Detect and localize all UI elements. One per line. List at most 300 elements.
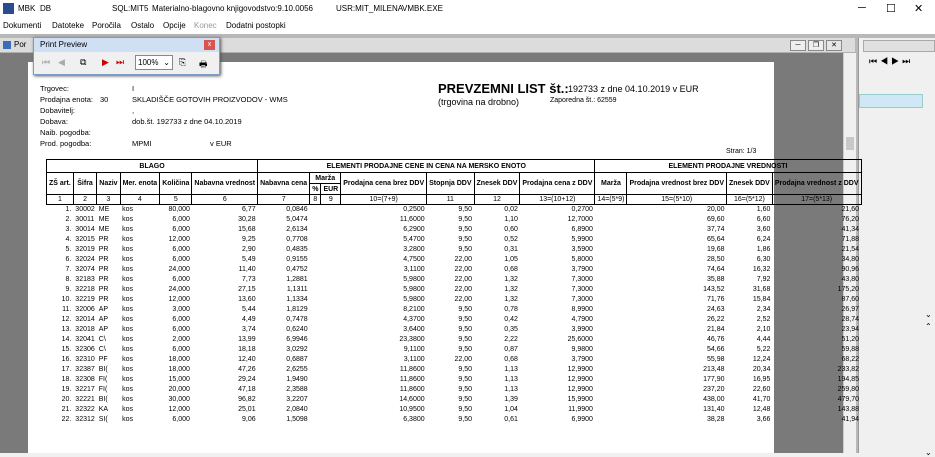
maximize-button[interactable]: ☐ — [886, 3, 896, 15]
value-prod-b: v EUR — [210, 139, 232, 148]
table-cell: 37,74 — [706, 226, 725, 233]
table-cell: 4,44 — [756, 336, 771, 343]
table-cell: 24,63 — [706, 306, 725, 313]
table-cell — [310, 395, 321, 405]
zoom-value: 100% — [138, 58, 159, 67]
header-prodajna-vrednost-brez-ddv: Prodajna vrednost brez DDV — [627, 173, 727, 195]
table-cell: PR — [98, 286, 109, 293]
table-cell: 18,000 — [168, 356, 190, 363]
table-cell: 0,7478 — [286, 316, 308, 323]
table-cell: 3,7900 — [571, 356, 593, 363]
table-cell: 6,30 — [756, 256, 771, 263]
module-label: Materialno-blagovno knjigovodstvo:9.10.0056 — [152, 4, 313, 13]
table-cell: 0,6887 — [286, 356, 308, 363]
table-cell: kos — [122, 366, 133, 373]
table-cell: 0,78 — [504, 306, 518, 313]
user-label: USR:MIT_MILENA — [336, 4, 404, 13]
table-cell — [310, 245, 321, 255]
table-cell: 0,7708 — [286, 236, 308, 243]
table-cell — [310, 335, 321, 345]
table-cell — [321, 375, 341, 385]
table-row — [47, 295, 862, 305]
child-close-button[interactable]: ✕ — [826, 40, 842, 51]
table-cell: 1,1334 — [286, 296, 308, 303]
table-cell: 6,000 — [172, 246, 190, 253]
table-cell: 11,40 — [238, 266, 256, 273]
table-cell: 0,4835 — [286, 246, 308, 253]
table-cell: 90,96 — [841, 266, 859, 273]
table-cell: 32074 — [75, 266, 95, 273]
table-cell: 7. — [65, 266, 72, 273]
print-preview-title: Print Preview — [40, 40, 88, 49]
table-cell: 143,52 — [703, 286, 725, 293]
table-cell: 9,50 — [458, 386, 473, 393]
table-cell: kos — [122, 246, 133, 253]
table-cell: ME — [98, 226, 110, 233]
table-cell: 5,0474 — [286, 216, 308, 223]
zoom-select[interactable] — [135, 55, 173, 70]
table-cell: 47,18 — [238, 386, 256, 393]
table-cell: 18,18 — [238, 346, 256, 353]
table-cell: 22,00 — [454, 276, 473, 283]
table-cell — [595, 275, 627, 285]
table-cell: 41,34 — [841, 226, 859, 233]
table-cell: 24,000 — [168, 286, 190, 293]
table-cell: 6,000 — [172, 416, 190, 423]
table-cell: kos — [122, 336, 133, 343]
menu-konec[interactable]: Konec — [194, 21, 217, 30]
table-cell — [595, 245, 627, 255]
table-cell: 41,94 — [841, 416, 859, 423]
table-cell: KA — [98, 406, 109, 413]
menu-bar — [0, 18, 935, 34]
table-cell — [310, 205, 321, 216]
table-cell: 32041 — [75, 336, 95, 343]
header-marza-eur: EUR — [321, 184, 341, 195]
table-cell: 5,9900 — [571, 236, 593, 243]
table-cell: 3,6400 — [403, 326, 425, 333]
app-titlebar — [0, 0, 935, 18]
table-cell — [321, 215, 341, 225]
table-cell: 5. — [65, 246, 72, 253]
table-cell — [310, 315, 321, 325]
table-cell — [310, 385, 321, 395]
value-trgovec: I — [132, 84, 135, 93]
table-cell: 1,13 — [504, 376, 518, 383]
table-row — [47, 215, 862, 225]
table-cell — [321, 235, 341, 245]
table-cell: 7,3000 — [571, 286, 593, 293]
table-cell: 22,00 — [454, 266, 473, 273]
table-cell: 6,000 — [172, 346, 190, 353]
header-marza-vrednost: Marža — [595, 173, 627, 195]
table-cell: 9,50 — [458, 246, 473, 253]
table-row — [47, 345, 862, 355]
table-cell — [321, 225, 341, 235]
table-cell: 21,84 — [706, 326, 725, 333]
table-cell: 20,000 — [168, 386, 190, 393]
table-cell: 1,32 — [504, 276, 518, 283]
table-cell: 6,000 — [172, 256, 190, 263]
table-cell: 15,000 — [168, 376, 190, 383]
table-cell: 0,52 — [504, 236, 518, 243]
table-cell: 1,8129 — [286, 306, 308, 313]
table-cell: 25,01 — [238, 406, 256, 413]
table-cell: 11,8600 — [399, 386, 425, 393]
table-cell: C\ — [98, 336, 106, 343]
header-znesek-ddv: Znesek DDV — [474, 173, 520, 195]
table-cell: 3,7900 — [571, 266, 593, 273]
table-cell: 0,2500 — [403, 206, 425, 213]
table-cell: 3,2800 — [403, 246, 425, 253]
table-cell — [310, 325, 321, 335]
group-blago: BLAGO — [47, 160, 258, 173]
table-cell: kos — [122, 346, 133, 353]
table-cell: 9,1100 — [403, 346, 425, 353]
table-cell: 12,24 — [752, 356, 771, 363]
table-cell: 32310 — [75, 356, 95, 363]
table-cell — [321, 365, 341, 375]
menu-porocila[interactable]: Poročila — [92, 21, 121, 30]
printer-icon[interactable]: 🖶 — [199, 59, 208, 69]
table-cell: 7,73 — [241, 276, 256, 283]
table-cell: 12,7000 — [567, 216, 593, 223]
table-cell: 26,22 — [706, 316, 725, 323]
table-cell: 3,9900 — [571, 326, 593, 333]
table-cell: 2,3588 — [286, 386, 308, 393]
table-cell — [595, 215, 627, 225]
next-page-icon[interactable]: ▶ — [102, 57, 109, 67]
table-cell — [595, 355, 627, 365]
table-cell: 0,0846 — [286, 206, 308, 213]
table-cell: 2,22 — [504, 336, 518, 343]
table-row — [47, 415, 862, 425]
table-cell: 65,64 — [706, 236, 725, 243]
table-cell: kos — [122, 406, 133, 413]
table-cell — [321, 295, 341, 305]
table-cell: 1,13 — [504, 386, 518, 393]
table-cell: 26,97 — [841, 306, 859, 313]
table-cell: 237,20 — [703, 386, 725, 393]
chevron-down-icon[interactable]: ⌄ — [925, 310, 932, 319]
table-cell: 0,31 — [504, 246, 518, 253]
table-row — [47, 315, 862, 325]
table-cell: BI( — [98, 396, 108, 403]
table-cell — [595, 315, 627, 325]
table-cell: kos — [122, 286, 133, 293]
table-cell: 1,2881 — [286, 276, 308, 283]
table-cell: PR — [98, 266, 109, 273]
table-cell: 30002 — [75, 206, 95, 213]
column-number: 11 — [427, 195, 474, 205]
table-cell — [310, 365, 321, 375]
table-cell: 13. — [61, 326, 72, 333]
table-row — [47, 255, 862, 265]
window-icon — [3, 41, 11, 49]
table-cell: 5,44 — [241, 306, 256, 313]
table-cell: 5,8000 — [571, 256, 593, 263]
table-cell: 5,22 — [756, 346, 771, 353]
table-cell: 1,05 — [504, 256, 518, 263]
table-cell: 11,9900 — [568, 406, 593, 413]
header-mer-enota: Mer. enota — [120, 173, 160, 195]
table-cell: 9,50 — [458, 216, 473, 223]
table-cell: 17. — [61, 366, 72, 373]
table-cell: PR — [98, 236, 109, 243]
table-cell: 9,50 — [458, 316, 473, 323]
table-cell: 46,76 — [706, 336, 725, 343]
value-dobava: dob.št. 192733 z dne 04.10.2019 — [132, 117, 242, 126]
table-cell: 1,9490 — [286, 376, 308, 383]
table-cell: 3,66 — [756, 416, 771, 423]
table-cell: 30014 — [75, 226, 95, 233]
right-nav-buttons[interactable]: ⏮◀▶⏭ — [869, 56, 914, 66]
table-cell: 3,1100 — [403, 266, 425, 273]
value-enota-name: SKLADIŠČE GOTOVIH PROIZVODOV - WMS — [132, 95, 288, 104]
table-cell: 11,8600 — [399, 366, 425, 373]
table-cell: 6,3800 — [403, 416, 425, 423]
table-cell: 38,28 — [706, 416, 725, 423]
close-icon[interactable]: x — [204, 40, 215, 50]
report-subtitle: (trgovina na drobno) — [438, 97, 520, 107]
table-cell: 0,4752 — [286, 266, 308, 273]
header-stopnja-ddv: Stopnja DDV — [427, 173, 474, 195]
table-cell: 54,66 — [706, 346, 725, 353]
table-cell: 2,6255 — [286, 366, 308, 373]
table-cell: 0,9155 — [286, 256, 308, 263]
table-cell: 74,64 — [706, 266, 725, 273]
table-cell: 11,6000 — [399, 216, 425, 223]
report-title: PREVZEMNI LIST št.: — [438, 81, 569, 96]
table-cell: 1,39 — [504, 396, 518, 403]
table-cell: 51,20 — [841, 336, 859, 343]
table-cell — [595, 225, 627, 235]
table-cell: 233,82 — [837, 366, 859, 373]
menu-ostalo[interactable]: Ostalo — [131, 21, 155, 30]
report-title-detail: 192733 z dne 04.10.2019 v EUR — [568, 84, 699, 94]
menu-dokumenti[interactable]: Dokumenti — [3, 21, 42, 30]
table-cell: 32006 — [75, 306, 95, 313]
table-cell: AP — [98, 326, 109, 333]
table-cell — [321, 255, 341, 265]
table-cell: 2,34 — [756, 306, 771, 313]
table-cell: kos — [122, 416, 133, 423]
table-cell: 4,3700 — [403, 316, 425, 323]
table-cell: 3,0292 — [286, 346, 308, 353]
report-page — [28, 62, 859, 453]
table-cell: 32024 — [75, 256, 95, 263]
app-icon — [3, 3, 14, 14]
table-cell: 15,68 — [238, 226, 256, 233]
table-cell — [595, 415, 627, 425]
table-cell: 9,50 — [458, 206, 473, 213]
table-cell: 19. — [61, 386, 72, 393]
table-row — [47, 305, 862, 315]
table-row — [47, 265, 862, 275]
table-row — [47, 285, 862, 295]
table-row — [47, 385, 862, 395]
table-cell: 2,10 — [756, 326, 771, 333]
prev-page-icon[interactable]: ◀ — [58, 57, 65, 67]
header-sifra: Šifra — [73, 173, 96, 195]
table-cell — [310, 275, 321, 285]
table-cell: kos — [122, 356, 133, 363]
chevron-up-icon[interactable]: ⌃ — [925, 322, 932, 331]
table-cell — [321, 275, 341, 285]
table-cell: 20,00 — [706, 206, 725, 213]
table-cell: 27,15 — [238, 286, 256, 293]
table-cell — [321, 335, 341, 345]
table-cell: 0,02 — [504, 206, 518, 213]
table-cell: 6,000 — [172, 326, 190, 333]
table-cell: ME — [98, 206, 110, 213]
table-cell — [595, 295, 627, 305]
table-cell: 8. — [65, 276, 72, 283]
table-cell: 34,80 — [841, 256, 859, 263]
table-cell: 8,9900 — [571, 306, 593, 313]
table-cell: 22,00 — [454, 356, 473, 363]
menu-opcije[interactable]: Opcije — [163, 21, 186, 30]
table-cell: 4,7900 — [571, 316, 593, 323]
table-cell — [321, 345, 341, 355]
column-number: 13=(10+12) — [520, 195, 595, 205]
table-cell: 6,000 — [172, 226, 190, 233]
header-naziv: Naziv — [97, 173, 120, 195]
export-icon[interactable]: ⎘ — [179, 57, 187, 67]
table-cell: kos — [122, 276, 133, 283]
column-number: 4 — [120, 195, 160, 205]
table-cell — [321, 315, 341, 325]
table-cell: PR — [98, 276, 109, 283]
table-cell: 6,9946 — [286, 336, 308, 343]
table-cell: 9,50 — [458, 396, 473, 403]
table-row — [47, 275, 862, 285]
table-cell: 13,99 — [238, 336, 256, 343]
table-cell: BI( — [98, 366, 108, 373]
table-cell: 12,40 — [238, 356, 256, 363]
table-cell — [595, 345, 627, 355]
table-cell: 14,6000 — [399, 396, 425, 403]
table-cell: 32018 — [75, 326, 95, 333]
table-cell — [595, 255, 627, 265]
chevron-down-icon[interactable]: ⌄ — [925, 448, 932, 457]
table-cell: 76,20 — [841, 216, 859, 223]
table-cell: 9,50 — [458, 236, 473, 243]
table-cell: 12,000 — [168, 236, 190, 243]
column-number: 7 — [258, 195, 310, 205]
table-cell: 0,68 — [504, 266, 518, 273]
menu-dodatni-postopki[interactable]: Dodatni postopki — [226, 21, 286, 30]
table-cell: 6,000 — [172, 216, 190, 223]
table-cell: 194,85 — [837, 376, 859, 383]
table-cell — [595, 265, 627, 275]
table-cell: 41,70 — [752, 396, 771, 403]
scrollbar-thumb[interactable] — [846, 137, 854, 150]
table-cell: 3,5900 — [571, 246, 593, 253]
table-cell: 68,22 — [841, 356, 859, 363]
table-cell: 18,000 — [168, 366, 190, 373]
copy-icon[interactable]: ⧉ — [80, 57, 87, 67]
db-label: DB — [40, 4, 52, 13]
table-cell: 6,9900 — [571, 416, 593, 423]
column-number-row — [47, 195, 862, 205]
table-cell: 4. — [65, 236, 72, 243]
table-cell — [595, 325, 627, 335]
table-cell: AP — [98, 306, 109, 313]
table-cell: 1,32 — [504, 296, 518, 303]
last-page-icon[interactable]: ⏭ — [116, 57, 125, 67]
table-cell: 3,74 — [241, 326, 256, 333]
table-cell: 16. — [61, 356, 72, 363]
first-page-icon[interactable]: ⏮ — [42, 57, 51, 67]
header-nabavna-cena: Nabavna cena — [258, 173, 310, 195]
column-number: 3 — [97, 195, 120, 205]
table-cell: 1,5098 — [286, 416, 308, 423]
table-cell: 32015 — [75, 236, 95, 243]
table-cell: PF — [98, 356, 108, 363]
column-number: 1 — [47, 195, 74, 205]
table-cell: 213,48 — [703, 366, 725, 373]
table-cell: 9,9800 — [571, 346, 593, 353]
table-cell: 3,000 — [172, 306, 190, 313]
exe-label: VMBK.EXE — [402, 4, 443, 13]
table-cell — [321, 285, 341, 295]
table-cell: 47,26 — [238, 366, 256, 373]
table-cell: 9,50 — [458, 306, 473, 313]
group-cene: ELEMENTI PRODAJNE CENE IN CENA NA MERSKO ENOTO — [258, 160, 595, 173]
page-number: Stran: 1/3 — [726, 148, 757, 155]
table-cell: 20. — [61, 396, 72, 403]
table-cell: 1. — [65, 206, 72, 213]
child-minimize-button[interactable]: ─ — [790, 40, 806, 51]
table-row — [47, 335, 862, 345]
table-cell — [595, 335, 627, 345]
table-cell — [321, 325, 341, 335]
table-cell: 4,49 — [241, 316, 256, 323]
table-cell — [310, 405, 321, 415]
table-cell: 5,9800 — [403, 286, 425, 293]
table-cell: 13,60 — [238, 296, 256, 303]
table-cell: kos — [122, 256, 133, 263]
column-number: 6 — [192, 195, 258, 205]
table-cell — [595, 285, 627, 295]
minimize-button[interactable]: ─ — [858, 2, 866, 14]
table-cell: 0,68 — [504, 356, 518, 363]
table-cell: kos — [122, 386, 133, 393]
header-marza-pct: % — [310, 184, 321, 195]
value-enota-code: 30 — [100, 95, 109, 104]
table-cell: 30,28 — [238, 216, 256, 223]
header-prodajna-cena-brez-ddv: Prodajna cena brez DDV — [341, 173, 427, 195]
table-cell: 7,92 — [756, 276, 771, 283]
table-cell: 6,000 — [172, 316, 190, 323]
table-cell: 28,50 — [706, 256, 725, 263]
table-cell: 35,88 — [706, 276, 725, 283]
table-cell: 71,76 — [706, 296, 725, 303]
table-cell: 10. — [61, 296, 72, 303]
child-restore-button[interactable]: ❐ — [808, 40, 824, 51]
menu-datoteke[interactable]: Datoteke — [52, 21, 85, 30]
table-cell: 9,50 — [458, 336, 473, 343]
table-cell: 15,9900 — [567, 396, 593, 403]
table-cell: 9,50 — [458, 406, 473, 413]
column-number: 17=(5*13) — [772, 195, 861, 205]
right-panel-selected-row[interactable] — [859, 94, 923, 108]
table-cell: 9,50 — [458, 376, 473, 383]
close-button[interactable]: ✕ — [914, 3, 924, 15]
table-cell: 11. — [62, 306, 72, 313]
column-number: 12 — [474, 195, 520, 205]
